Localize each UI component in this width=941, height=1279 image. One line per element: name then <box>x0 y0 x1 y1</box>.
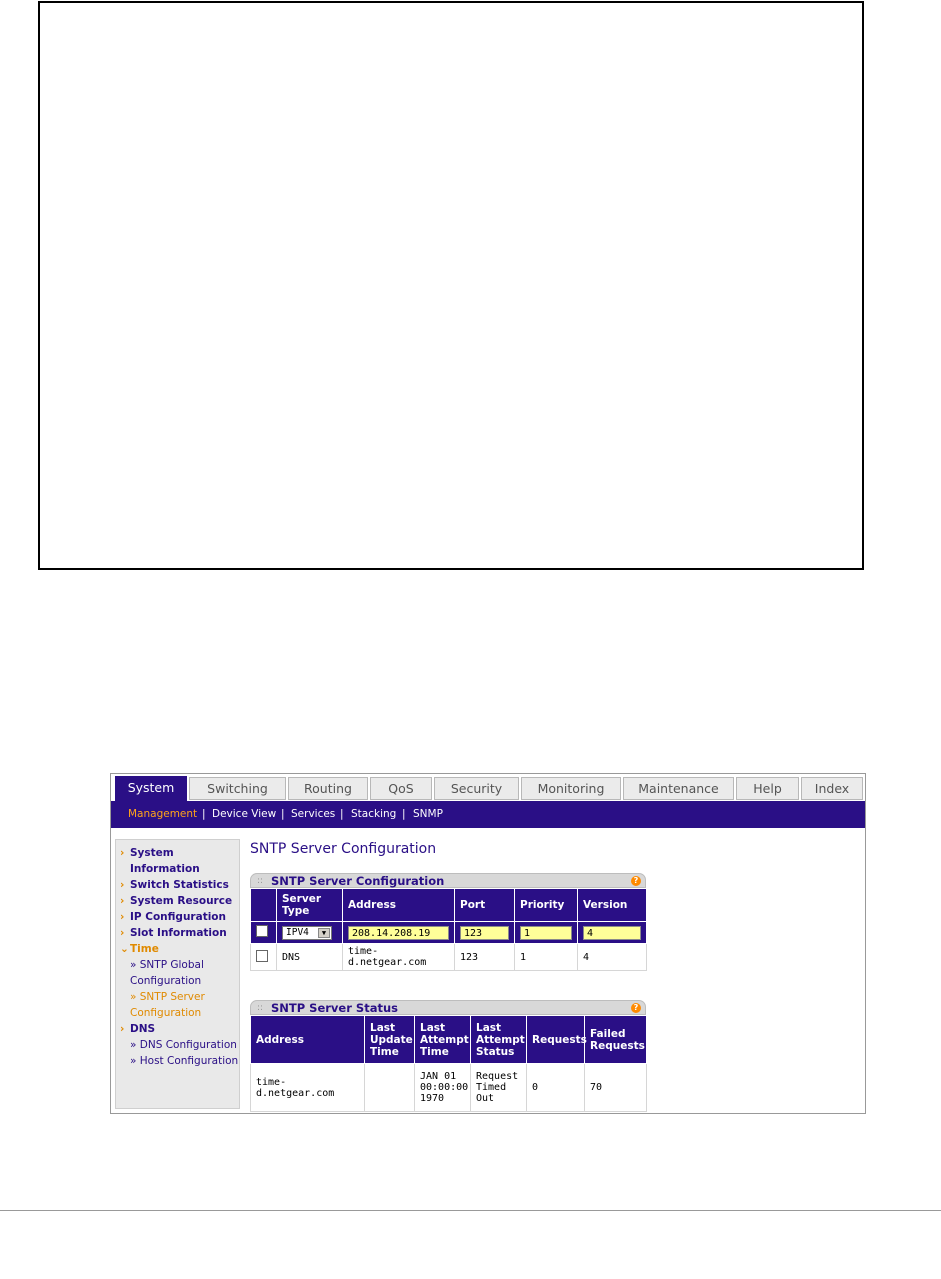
server-type-select[interactable] <box>282 926 332 940</box>
table-row <box>251 1064 647 1112</box>
sidebar-subitem-host-configuration[interactable]: » Host Configuration <box>130 1055 239 1067</box>
panel-title: SNTP Server Configuration <box>271 874 445 888</box>
subnav-management[interactable]: Management <box>128 808 198 820</box>
server-type-value: DNS <box>277 944 343 971</box>
column-header: Last Update Time <box>365 1016 415 1064</box>
left-sidebar <box>115 839 240 1109</box>
drag-grip-icon: :: <box>257 876 264 886</box>
tab-index[interactable]: Index <box>801 777 863 800</box>
subnav-device-view[interactable]: Device View <box>212 808 277 820</box>
page-title: SNTP Server Configuration <box>250 841 437 857</box>
last-attempt-status-value: Request Timed Out <box>471 1064 527 1112</box>
tab-qos[interactable]: QoS <box>370 777 432 800</box>
sidebar-item-switch-statistics[interactable]: › Switch Statistics <box>120 879 229 891</box>
column-header: Address <box>343 889 455 922</box>
subnav-separator: | <box>340 808 344 820</box>
panel-header <box>250 1000 646 1015</box>
drag-grip-icon: :: <box>257 1003 264 1013</box>
version-cell <box>578 922 647 944</box>
column-header: Server Type <box>277 889 343 922</box>
help-icon[interactable]: ? <box>631 876 641 886</box>
edit-row <box>251 922 647 944</box>
sntp-server-config-panel <box>250 873 646 971</box>
chevron-right-icon: › <box>120 895 125 907</box>
chevron-down-icon: ⌄ <box>120 943 129 955</box>
version-value: 4 <box>578 944 647 971</box>
main-tab-bar <box>111 774 865 801</box>
address-value: time-d.netgear.com <box>343 944 455 971</box>
sntp-server-status-table <box>250 1015 647 1112</box>
subnav-services[interactable]: Services <box>291 808 336 820</box>
port-value: 123 <box>455 944 515 971</box>
chevron-right-icon: › <box>120 879 125 891</box>
subnav-separator: | <box>402 808 406 820</box>
sidebar-item-ip-configuration[interactable]: › IP Configuration <box>120 911 226 923</box>
column-header: Requests <box>527 1016 585 1064</box>
tab-switching[interactable]: Switching <box>189 777 286 800</box>
tab-maintenance[interactable]: Maintenance <box>623 777 734 800</box>
edit-row-select-cell <box>251 922 277 944</box>
chevron-right-icon: › <box>120 911 125 923</box>
column-header: Address <box>251 1016 365 1064</box>
subnav-separator: | <box>281 808 285 820</box>
select-all-checkbox[interactable] <box>256 925 268 937</box>
failed-requests-value: 70 <box>585 1064 647 1112</box>
chevron-right-icon: › <box>120 847 125 859</box>
panel-title: SNTP Server Status <box>271 1001 398 1015</box>
chevron-down-icon: ▼ <box>318 928 330 938</box>
column-header: Failed Requests <box>585 1016 647 1064</box>
port-cell <box>455 922 515 944</box>
address-cell <box>343 922 455 944</box>
address-input[interactable]: 208.14.208.19 <box>348 926 449 940</box>
tab-routing[interactable]: Routing <box>288 777 368 800</box>
tab-monitoring[interactable]: Monitoring <box>521 777 621 800</box>
version-input[interactable]: 4 <box>583 926 641 940</box>
priority-input[interactable]: 1 <box>520 926 572 940</box>
row-select-cell <box>251 944 277 971</box>
row-checkbox[interactable] <box>256 950 268 962</box>
column-header: Last Attempt Time <box>415 1016 471 1064</box>
subnav-snmp[interactable]: SNMP <box>413 808 443 820</box>
server-type-value: IPV4 <box>286 926 309 938</box>
help-icon[interactable]: ? <box>631 1003 641 1013</box>
figure-placeholder-box <box>38 1 864 570</box>
sntp-server-status-panel <box>250 1000 646 1112</box>
sidebar-subitem-sntp-global-configuration[interactable]: » SNTP Global Configuration <box>130 959 204 987</box>
sidebar-item-system-information[interactable]: › System Information <box>120 847 200 875</box>
tab-security[interactable]: Security <box>434 777 519 800</box>
subnav-separator: | <box>202 808 206 820</box>
tab-help[interactable]: Help <box>736 777 799 800</box>
column-header: Priority <box>515 889 578 922</box>
priority-cell <box>515 922 578 944</box>
sntp-server-config-table <box>250 888 647 971</box>
last-attempt-time-value: JAN 01 00:00:00 1970 <box>415 1064 471 1112</box>
sidebar-item-system-resource[interactable]: › System Resource <box>120 895 233 907</box>
table-row <box>251 944 647 971</box>
requests-value: 0 <box>527 1064 585 1112</box>
sub-navigation <box>111 801 865 828</box>
sidebar-item-slot-information[interactable]: › Slot Information <box>120 927 227 939</box>
chevron-right-icon: › <box>120 927 125 939</box>
tab-system[interactable]: System <box>115 776 187 801</box>
sidebar-subitem-sntp-server-configuration[interactable]: » SNTP Server Configuration <box>130 991 205 1019</box>
select-column-header <box>251 889 277 922</box>
sidebar-item-time[interactable]: ⌄Time <box>120 943 159 955</box>
column-header: Last Attempt Status <box>471 1016 527 1064</box>
sidebar-subitem-dns-configuration[interactable]: » DNS Configuration <box>130 1039 237 1051</box>
sidebar-item-dns[interactable]: › DNS <box>120 1023 156 1035</box>
netgear-web-ui <box>110 773 866 1114</box>
address-value: time-d.netgear.com <box>251 1064 365 1112</box>
last-update-time-value <box>365 1064 415 1112</box>
priority-value: 1 <box>515 944 578 971</box>
panel-header <box>250 873 646 888</box>
column-header: Version <box>578 889 647 922</box>
subnav-stacking[interactable]: Stacking <box>351 808 397 820</box>
chevron-right-icon: › <box>120 1023 125 1035</box>
port-input[interactable]: 123 <box>460 926 509 940</box>
column-header: Port <box>455 889 515 922</box>
page-divider <box>0 1210 941 1211</box>
server-type-cell <box>277 922 343 944</box>
